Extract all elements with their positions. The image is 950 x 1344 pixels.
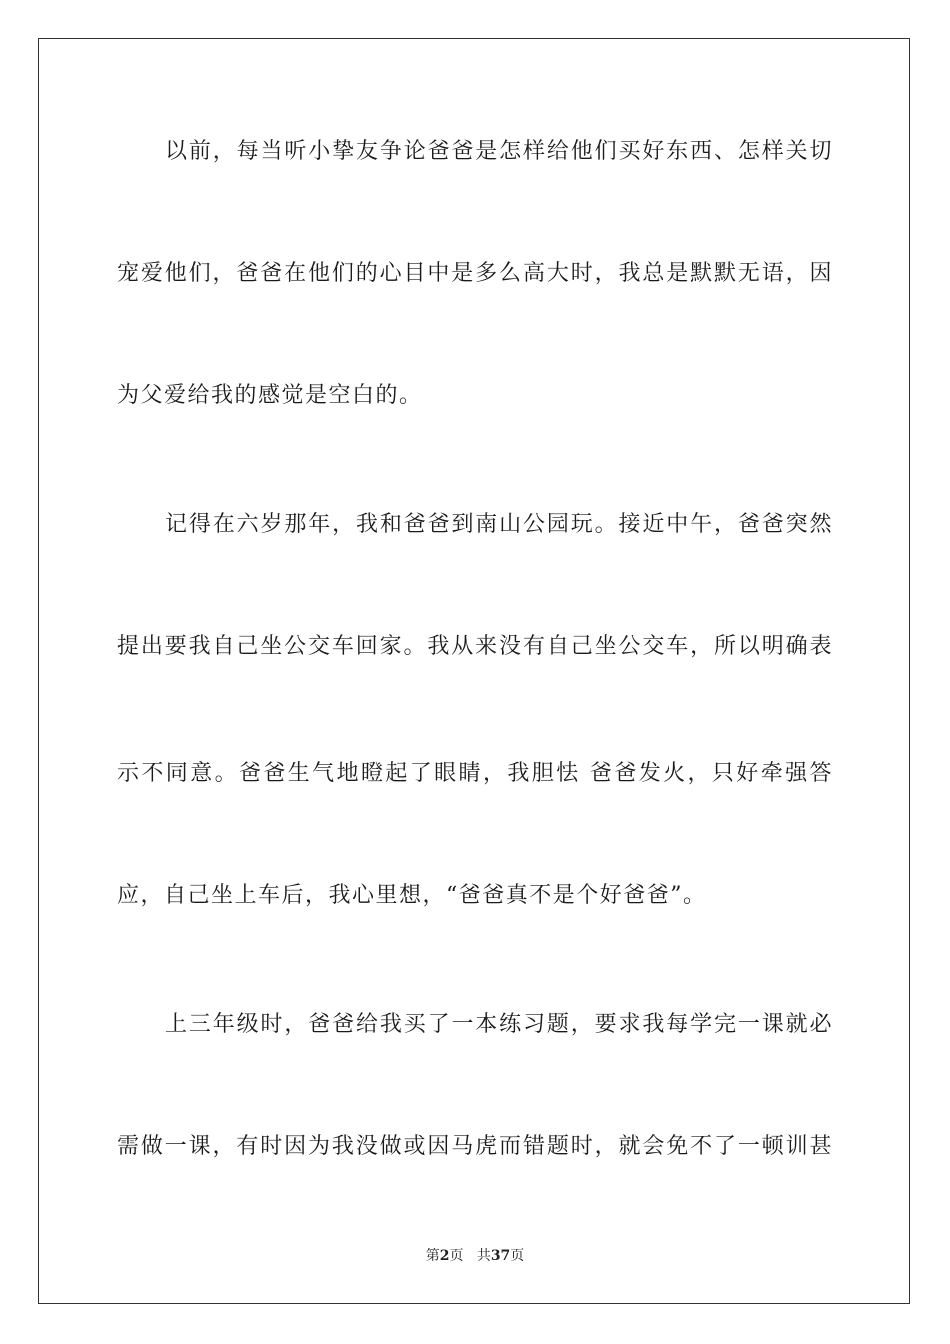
footer-total-prefix: 共 xyxy=(476,1248,491,1264)
page-footer xyxy=(0,1247,950,1265)
text-line: 以前，每当听小挚友争论爸爸是怎样给他们买好东西、怎样关切 xyxy=(165,139,833,164)
text-line: 上三年级时，爸爸给我买了一本练习题，要求我每学完一课就必 xyxy=(165,1012,833,1037)
text-line: 示不同意。爸爸生气地瞪起了眼睛，我胆怯 爸爸发火，只好牵强答 xyxy=(117,761,833,786)
footer-prefix: 第 xyxy=(425,1248,440,1264)
text-line: 为父爱给我的感觉是空白的。 xyxy=(117,383,423,408)
footer-page-unit: 页 xyxy=(449,1248,464,1264)
text-line: 记得在六岁那年，我和爸爸到南山公园玩。接近中午，爸爸突然 xyxy=(165,512,833,537)
total-pages-number: 37 xyxy=(490,1248,511,1264)
text-line: 提出要我自己坐公交车回家。我从来没有自己坐公交车，所以明确表 xyxy=(117,634,833,659)
text-line: 宠爱他们，爸爸在他们的心目中是多么高大时，我总是默默无语，因 xyxy=(117,261,833,286)
text-line: 需做一课，有时因为我没做或因马虎而错题时，就会免不了一顿训甚 xyxy=(117,1134,833,1159)
current-page-number: 2 xyxy=(439,1248,450,1264)
text-line: 应，自己坐上车后，我心里想，“爸爸真不是个好爸爸”。 xyxy=(117,883,707,908)
page-border xyxy=(38,38,910,1304)
footer-total-unit: 页 xyxy=(510,1248,525,1264)
